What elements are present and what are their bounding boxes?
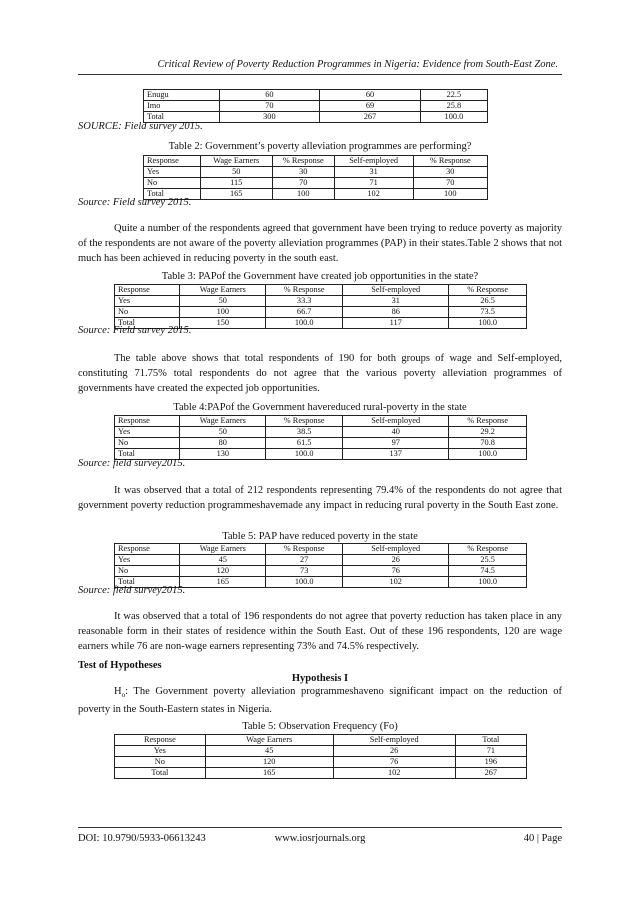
table-cell: 100 xyxy=(413,189,487,200)
table-cell: 70 xyxy=(272,178,334,189)
source-note-4: Source: field survey2015. xyxy=(78,458,186,469)
table-cell: Total xyxy=(115,449,180,460)
table-header-cell: Self-employed xyxy=(343,416,449,427)
hypothesis-subscript: o xyxy=(121,691,126,700)
table-row xyxy=(115,307,527,318)
table-cell: 22.5 xyxy=(420,90,487,101)
table-row xyxy=(115,746,527,757)
table-cell: Total xyxy=(144,189,201,200)
table-header-cell: % Response xyxy=(266,416,343,427)
paragraph-3: It was observed that a total of 212 respondents representing 79.4% of the respondents do not agree that government poverty reduction programmeshavemade any impact in reducing rural poverty in the South East zone. xyxy=(78,485,562,511)
table-cell: 165 xyxy=(205,768,333,779)
table-cell: 61.5 xyxy=(266,438,343,449)
hypothesis-symbol: H xyxy=(114,686,122,697)
table-cell: Yes xyxy=(115,555,180,566)
table-cell: 86 xyxy=(343,307,449,318)
table-cell: 102 xyxy=(333,768,455,779)
hypothesis-heading: Hypothesis I xyxy=(291,673,349,684)
table-5-observation-frequency xyxy=(114,734,527,779)
table-cell: Yes xyxy=(144,167,201,178)
table-row xyxy=(115,757,527,768)
table-cell: 45 xyxy=(205,746,333,757)
table-cell: 130 xyxy=(180,449,266,460)
table-header-cell: Response xyxy=(115,285,180,296)
running-header: Critical Review of Poverty Reduction Programmes in Nigeria: Evidence from South-East Zone. xyxy=(157,59,558,70)
table-cell: 27 xyxy=(266,555,343,566)
source-note-3: Source: Field survey 2015. xyxy=(78,325,192,336)
table-cell: 45 xyxy=(180,555,266,566)
table-cell: 76 xyxy=(333,757,455,768)
table-cell: 80 xyxy=(180,438,266,449)
table-cell: No xyxy=(144,178,201,189)
table-header-cell: Total xyxy=(455,735,526,746)
table-cell: 30 xyxy=(272,167,334,178)
table-cell: 102 xyxy=(343,577,449,588)
table-cell: 137 xyxy=(343,449,449,460)
hypothesis-statement: $H_o$: The Government poverty alleviation programmeshaveno significant impact on the reduction of poverty in the South-Eastern states in Nigeria. xyxy=(78,686,562,715)
table-header-cell: Response xyxy=(115,544,180,555)
table-cell: 66.7 xyxy=(266,307,343,318)
table-header-cell: % Response xyxy=(266,544,343,555)
table-cell: 97 xyxy=(343,438,449,449)
table-header-cell: % Response xyxy=(272,156,334,167)
table-cell: No xyxy=(115,566,180,577)
table-cell: Total xyxy=(115,768,206,779)
table-row xyxy=(144,189,488,200)
paragraph-2: The table above shows that total respondents of 190 for both groups of wage and Self-employed, constituting 71.75% total respondents do not agree that the various poverty alleviation programmes of governments have created the expected job opportunities. xyxy=(78,353,562,394)
table-header-cell: Wage Earners xyxy=(205,735,333,746)
table-4 xyxy=(114,415,527,460)
table-cell: Yes xyxy=(115,296,180,307)
table-cell: 73.5 xyxy=(449,307,527,318)
table-4-caption: Table 4:PAPof the Government havereduced rural-poverty in the state xyxy=(173,402,467,413)
table-row xyxy=(144,101,488,112)
table-cell: 100.0 xyxy=(449,318,527,329)
table-cell: 100.0 xyxy=(449,449,527,460)
table-header-row xyxy=(144,156,488,167)
table-cell: 70 xyxy=(413,178,487,189)
table-cell: 117 xyxy=(343,318,449,329)
table-header-cell: Self-employed xyxy=(333,735,455,746)
table-header-row xyxy=(115,416,527,427)
table-cell: 267 xyxy=(320,112,421,123)
table-cell: 100.0 xyxy=(449,577,527,588)
table-cell: 100 xyxy=(272,189,334,200)
table-header-cell: Wage Earners xyxy=(180,285,266,296)
table-cell: 100.0 xyxy=(266,318,343,329)
table-header-cell: Wage Earners xyxy=(200,156,272,167)
table-row xyxy=(115,427,527,438)
table-cell: 71 xyxy=(334,178,413,189)
table-cell: 70 xyxy=(219,101,320,112)
table-cell: 267 xyxy=(455,768,526,779)
table-header-row xyxy=(115,285,527,296)
source-note-2: Source: Field survey 2015. xyxy=(78,197,192,208)
table-top-continuation xyxy=(143,89,488,123)
table-header-cell: Wage Earners xyxy=(180,416,266,427)
table-cell: 70.8 xyxy=(449,438,527,449)
table-row xyxy=(115,555,527,566)
table-cell: 25.8 xyxy=(420,101,487,112)
table-cell: 26 xyxy=(333,746,455,757)
table-cell: 33.3 xyxy=(266,296,343,307)
source-note-1: SOURCE: Field survey 2015. xyxy=(78,121,203,132)
table-cell: 69 xyxy=(320,101,421,112)
table-cell: 31 xyxy=(334,167,413,178)
table-header-row xyxy=(115,544,527,555)
source-note-5: Source: field survey2015. xyxy=(78,585,186,596)
table-cell: 26.5 xyxy=(449,296,527,307)
table-header-cell: Response xyxy=(115,416,180,427)
table-cell: 40 xyxy=(343,427,449,438)
table-header-cell: Response xyxy=(144,156,201,167)
table-cell: 100.0 xyxy=(266,449,343,460)
table-cell: Enugu xyxy=(144,90,220,101)
table-cell: 102 xyxy=(334,189,413,200)
table-cell: 165 xyxy=(180,577,266,588)
table-header-cell: Wage Earners xyxy=(180,544,266,555)
table-5-caption: Table 5: PAP have reduced poverty in the state xyxy=(222,531,418,542)
table-header-cell: Self-employed xyxy=(343,544,449,555)
table-row xyxy=(144,178,488,189)
table-cell: 100.0 xyxy=(266,577,343,588)
table-header-cell: % Response xyxy=(449,544,527,555)
table-header-cell: Response xyxy=(115,735,206,746)
table-cell: 50 xyxy=(200,167,272,178)
table-cell: Yes xyxy=(115,746,206,757)
table-cell: 29.2 xyxy=(449,427,527,438)
header-rule xyxy=(78,74,562,75)
table-row xyxy=(144,90,488,101)
table-header-cell: % Response xyxy=(449,285,527,296)
table-cell: 300 xyxy=(219,112,320,123)
table-cell: 120 xyxy=(180,566,266,577)
table-cell: No xyxy=(115,438,180,449)
table-cell: 50 xyxy=(180,427,266,438)
table-cell: 60 xyxy=(320,90,421,101)
table-cell: 71 xyxy=(455,746,526,757)
table-cell: 50 xyxy=(180,296,266,307)
table-cell: 31 xyxy=(343,296,449,307)
table-cell: Total xyxy=(115,577,180,588)
table-cell: Total xyxy=(144,112,220,123)
paragraph-4: It was observed that a total of 196 respondents do not agree that poverty reduction has taken place in any reasonable form in their states of residence within the South East. Out of these 196 respondents, 120 are wage earners while 76 are non-wage earners representing 73% and 74.5% respectively. xyxy=(78,611,562,652)
table-cell: 76 xyxy=(343,566,449,577)
table-cell: No xyxy=(115,757,206,768)
table-cell: 60 xyxy=(219,90,320,101)
table-header-cell: Self-employed xyxy=(343,285,449,296)
table-header-row xyxy=(115,735,527,746)
table-cell: 196 xyxy=(455,757,526,768)
table-2-caption: Table 2: Government’s poverty alleviation programmes are performing? xyxy=(168,141,472,152)
table-row xyxy=(115,566,527,577)
table-cell: 120 xyxy=(205,757,333,768)
table-cell: 25.5 xyxy=(449,555,527,566)
table-5-pap xyxy=(114,543,527,588)
footer-rule xyxy=(78,827,562,828)
table-header-cell: % Response xyxy=(413,156,487,167)
table-cell: 150 xyxy=(180,318,266,329)
table-header-cell: % Response xyxy=(449,416,527,427)
table-5-observation-caption: Table 5: Observation Frequency (Fo) xyxy=(242,721,398,732)
table-cell: 30 xyxy=(413,167,487,178)
footer-doi: DOI: 10.9790/5933-06613243 xyxy=(78,833,206,844)
table-row xyxy=(115,768,527,779)
paragraph-1: Quite a number of the respondents agreed that government have been trying to reduce poverty as majority of the respondents are not aware of the poverty alleviation programmes (PAP) in their states.Table 2 shows that not much has been achieved in reducing poverty in the south east. xyxy=(78,223,562,264)
table-cell: 100 xyxy=(180,307,266,318)
table-3 xyxy=(114,284,527,329)
table-cell: 74.5 xyxy=(449,566,527,577)
table-2 xyxy=(143,155,488,200)
table-row xyxy=(115,438,527,449)
table-cell: Imo xyxy=(144,101,220,112)
table-cell: No xyxy=(115,307,180,318)
table-cell: 165 xyxy=(200,189,272,200)
section-heading: Test of Hypotheses xyxy=(78,660,162,671)
table-cell: 73 xyxy=(266,566,343,577)
footer-website: www.iosrjournals.org xyxy=(274,833,366,844)
table-cell: 38.5 xyxy=(266,427,343,438)
table-3-caption: Table 3: PAPof the Government have created job opportunities in the state? xyxy=(161,271,479,282)
table-row xyxy=(115,296,527,307)
table-header-cell: Self-employed xyxy=(334,156,413,167)
table-header-cell: % Response xyxy=(266,285,343,296)
table-cell: Total xyxy=(115,318,180,329)
table-cell: 115 xyxy=(200,178,272,189)
table-cell: Yes xyxy=(115,427,180,438)
table-cell: 26 xyxy=(343,555,449,566)
footer-page-number: 40 | Page xyxy=(523,833,562,844)
table-cell: 100.0 xyxy=(420,112,487,123)
table-row xyxy=(144,167,488,178)
